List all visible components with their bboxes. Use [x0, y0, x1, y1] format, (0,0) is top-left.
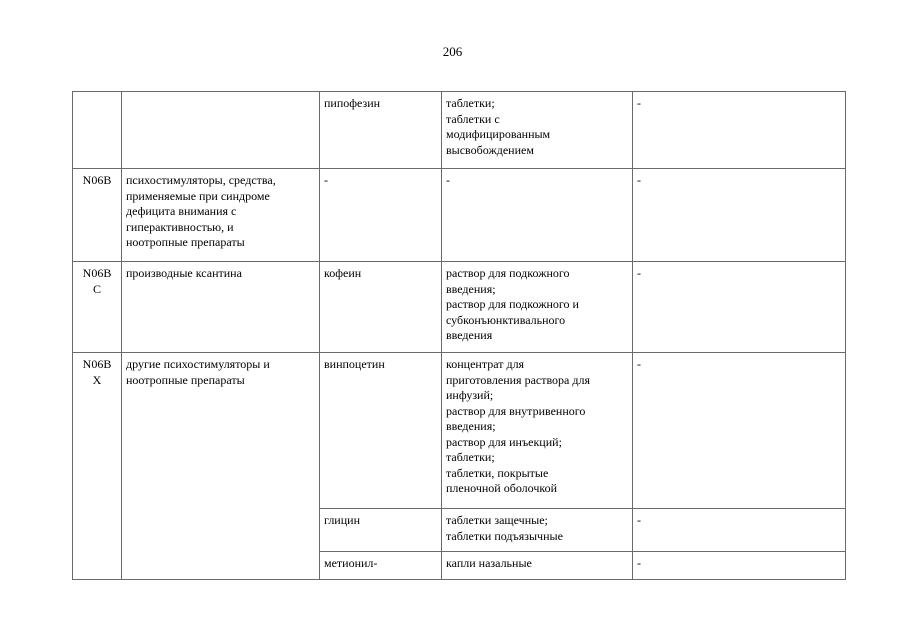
form-line: раствор для подкожного: [446, 266, 570, 280]
form-line: таблетки, покрытые: [446, 465, 549, 480]
form-line: пленочной оболочкой: [446, 481, 558, 495]
form-line: капли назальные: [446, 556, 532, 570]
drug-name: пипофезин: [324, 96, 381, 110]
note-cell: [633, 353, 846, 509]
note-text: -: [637, 556, 641, 570]
note-cell: [633, 262, 846, 353]
forms-cell: [442, 262, 633, 353]
atc-code-cell: [73, 353, 122, 580]
drug-name: кофеин: [324, 266, 362, 280]
group-line: дефицита внимания с: [126, 204, 237, 218]
forms-cell: [442, 169, 633, 262]
note-cell: [633, 92, 846, 169]
group-line: применяемые при синдроме: [126, 188, 270, 203]
drug-table: [72, 91, 846, 580]
drug-cell: [320, 552, 442, 580]
table-row: [73, 92, 846, 169]
form-line: введения: [446, 328, 493, 342]
note-cell: [633, 552, 846, 580]
note-text: -: [637, 513, 641, 527]
drug-cell: [320, 262, 442, 353]
atc-code-suffix: X: [92, 372, 102, 387]
drug-cell: [320, 92, 442, 169]
atc-code-cell: [73, 169, 122, 262]
atc-code: N06B: [82, 266, 112, 280]
form-line: таблетки подъязычные: [446, 528, 563, 543]
form-line: высвобождением: [446, 142, 534, 157]
forms-cell: [442, 92, 633, 169]
note-text: -: [637, 96, 641, 110]
group-line: другие психостимуляторы и: [126, 357, 270, 371]
drug-name: метионил-: [324, 556, 378, 570]
note-cell: [633, 509, 846, 552]
atc-code-cell: [73, 262, 122, 353]
note-text: -: [637, 357, 641, 371]
group-cell: [122, 353, 320, 580]
form-line: концентрат для: [446, 357, 525, 371]
note-cell: [633, 169, 846, 262]
form-line: таблетки защечные;: [446, 513, 548, 527]
group-cell: [122, 92, 320, 169]
atc-code-suffix: C: [92, 281, 101, 296]
forms-cell: [442, 509, 633, 552]
group-text: производные ксантина: [126, 266, 242, 280]
table-row: [73, 262, 846, 353]
drug-name: глицин: [324, 513, 360, 527]
form-line: таблетки;: [446, 450, 495, 464]
form-line: раствор для инъекций;: [446, 434, 562, 449]
form-line: раствор для подкожного и: [446, 297, 579, 311]
group-cell: [122, 169, 320, 262]
group-line: ноотропные препараты: [126, 372, 245, 387]
note-text: -: [637, 173, 641, 187]
drug-name: -: [324, 173, 328, 187]
page-number: 206: [442, 44, 463, 59]
table-row: [73, 353, 846, 509]
form-line: введения;: [446, 419, 496, 433]
table-row: [73, 169, 846, 262]
note-text: -: [637, 266, 641, 280]
drug-cell: [320, 169, 442, 262]
atc-code: N06B: [82, 357, 112, 371]
group-cell: [122, 262, 320, 353]
group-line: психостимуляторы, средства,: [126, 173, 276, 187]
atc-code: N06B: [82, 173, 112, 187]
drug-name: винпоцетин: [324, 357, 385, 371]
form-line: таблетки;: [446, 96, 495, 110]
drug-cell: [320, 509, 442, 552]
form-line: инфузий;: [446, 388, 494, 402]
form-line: раствор для внутривенного: [446, 403, 586, 418]
forms-cell: [442, 552, 633, 580]
atc-code-cell: [73, 92, 122, 169]
form-line: таблетки с: [446, 111, 500, 126]
group-line: гиперактивностью, и: [126, 219, 234, 234]
form-line: введения;: [446, 281, 496, 296]
drug-cell: [320, 353, 442, 509]
forms-cell: [442, 353, 633, 509]
group-line: ноотропные препараты: [126, 235, 245, 249]
form-line: -: [446, 173, 450, 187]
form-line: субконъюнктивального: [446, 312, 566, 327]
form-line: модифицированным: [446, 127, 551, 141]
form-line: приготовления раствора для: [446, 372, 590, 387]
